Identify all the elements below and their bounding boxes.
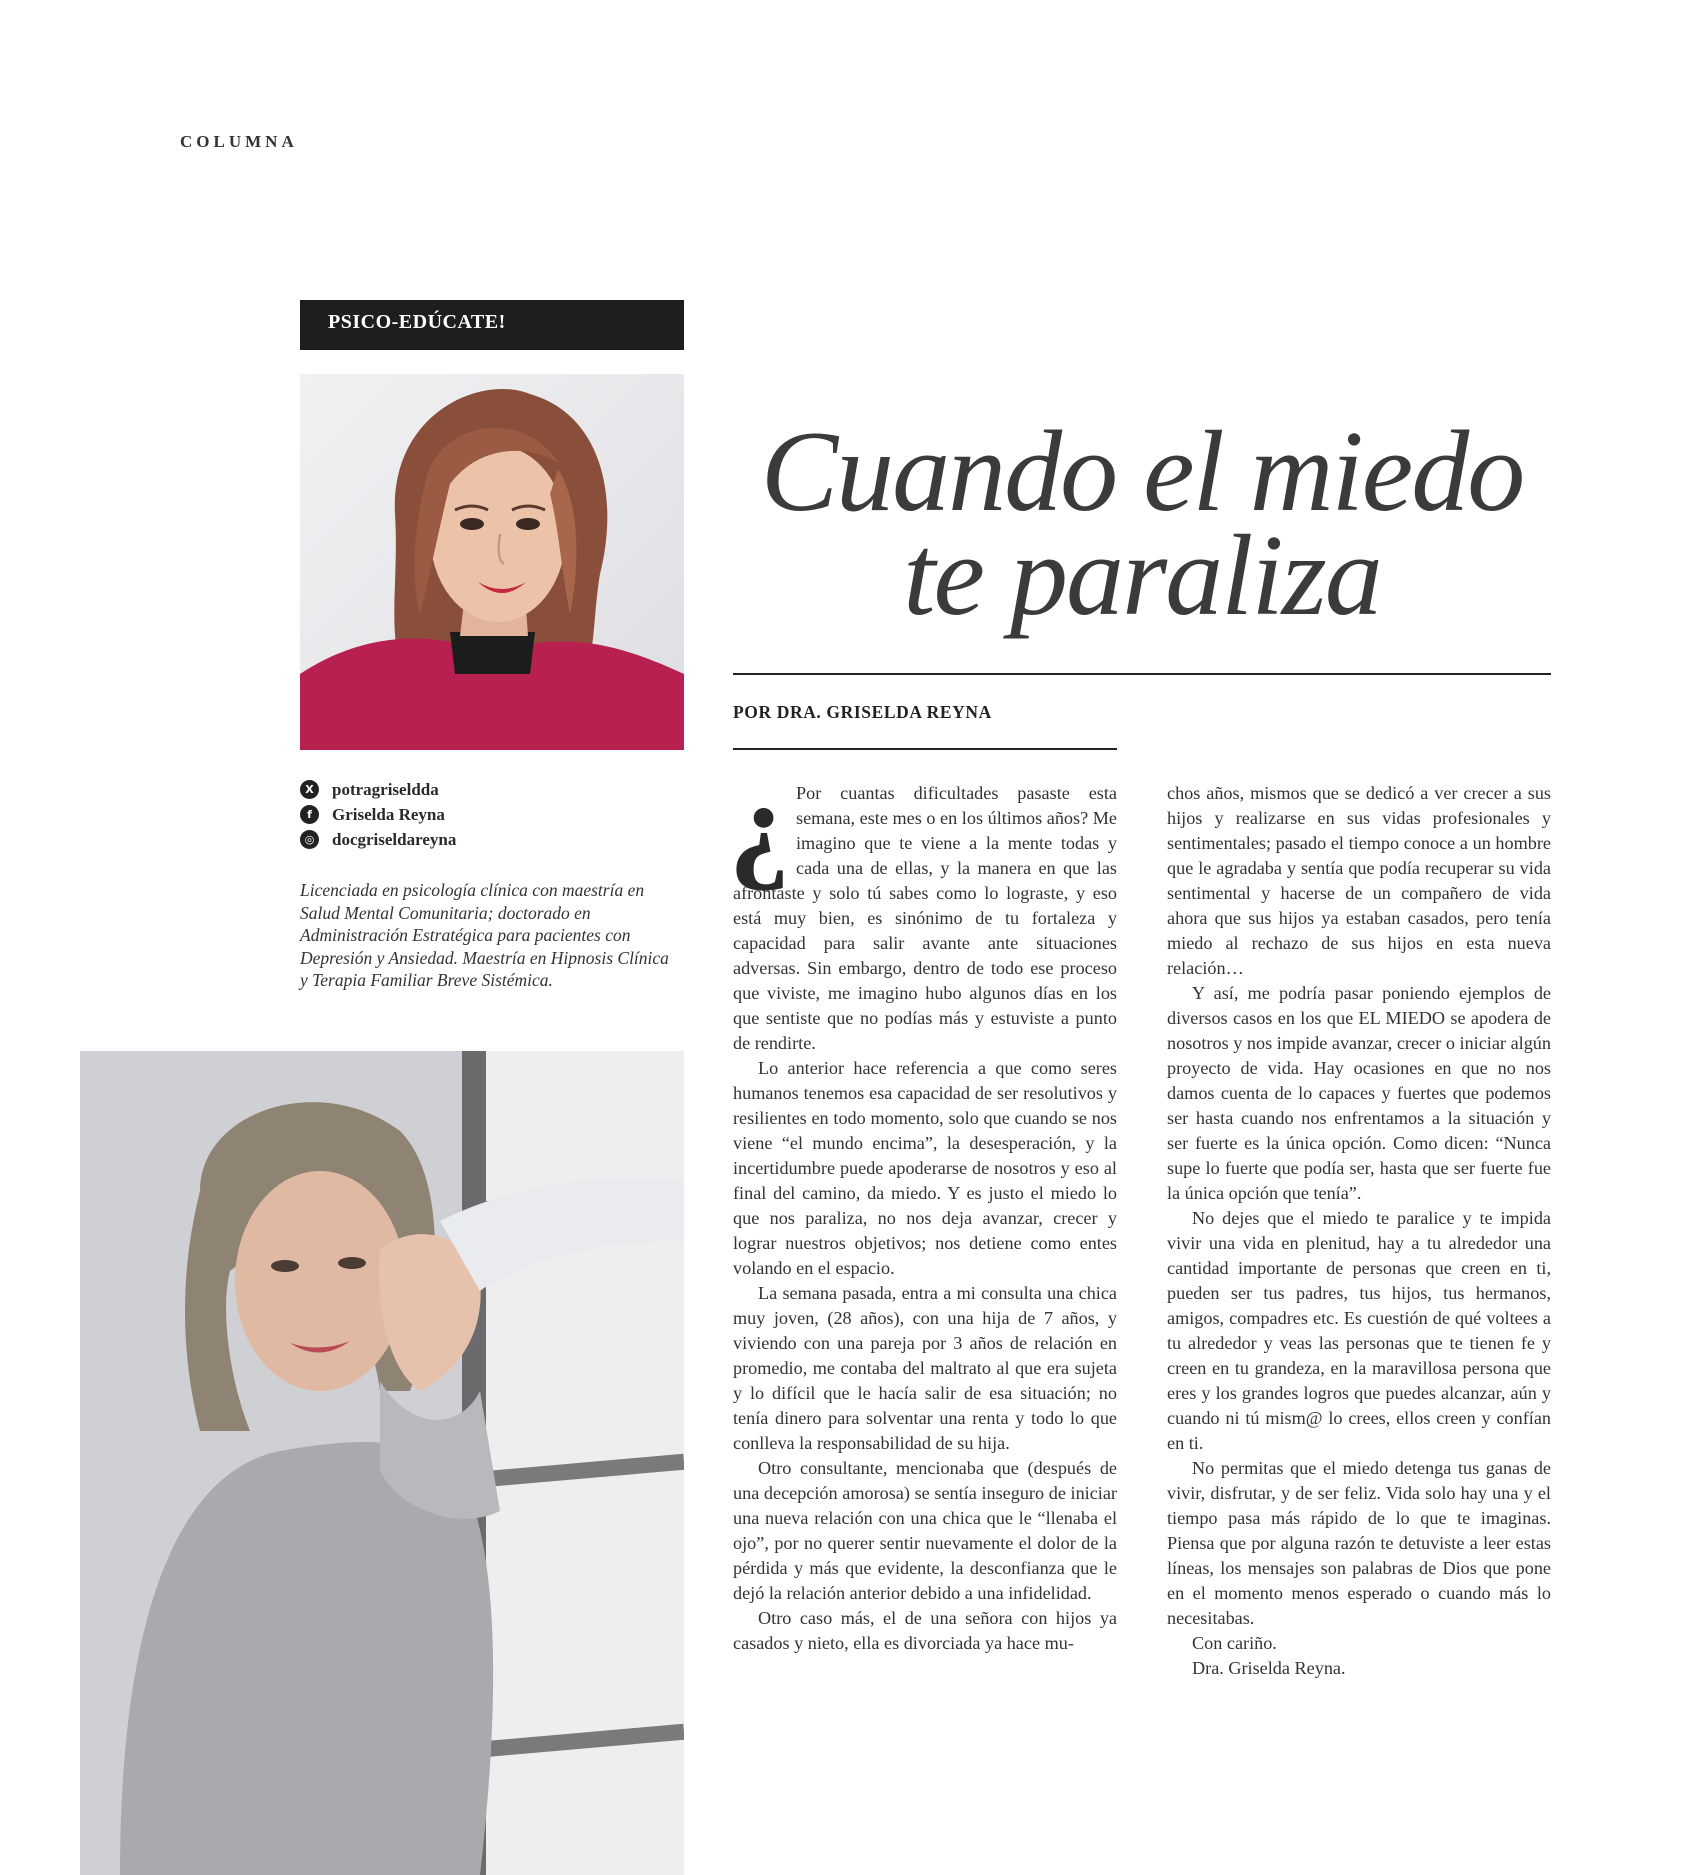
byline-rule: [733, 748, 1117, 750]
headline-rule: [733, 673, 1551, 675]
article-column-right: [1167, 781, 1551, 1681]
social-facebook[interactable]: [300, 802, 456, 827]
social-handle[interactable]: docgriseldareyna: [332, 829, 457, 849]
paragraph: Y así, me podría pasar poniendo ejemplos de diversos casos en los que EL MIEDO se apodera de nosotros y nos impide avanzar, crecer o iniciar algún proyecto de vida. Hay ocasiones en que no nos damos cuenta de lo capaces y fuertes que podemos ser hasta cuando nos enfrentamos a la situación y ser fuerte es la única opción. Como dicen: “Nunca supe lo fuerte que podía ser, hasta que ser fuerte fue la única opción que tenía”.: [1167, 983, 1551, 1203]
article-title-line2: te paraliza: [903, 512, 1381, 640]
closing-line: Con cariño.: [1192, 1633, 1277, 1653]
social-x[interactable]: [300, 777, 456, 802]
paragraph: Por cuantas dificultades pasaste esta semana, este mes o en los últimos años? Me imagino que te viene a la mente todas y cada una de ellas, y la manera en que las afrontaste y solo tú sabes como lo lograste, y eso está muy bien, es sinónimo de tu fortaleza y capacidad para salir avante ante situaciones adversas. Sin embargo, dentro de todo ese proceso que viviste, me imagino hubo algunos días en los que sentiste que no podías más y estuviste a punto de rendirte.: [733, 783, 1117, 1053]
article-title-line1: Cuando el miedo: [760, 408, 1524, 536]
author-bio: Licenciada en psicología clínica con maestría en Salud Mental Comunitaria; doctorado en Administración Estratégica para pacientes con Depresión y Ansiedad. Maestría en Hipnosis Clínica y Terapia Familiar Breve Sistémica.: [300, 880, 669, 990]
section-label: COLUMNA: [180, 132, 298, 151]
social-links: [300, 777, 456, 852]
paragraph: No permitas que el miedo detenga tus ganas de vivir, disfrutar, y de ser feliz. Vida solo hay una y el tiempo pasa más rápido de lo que te imaginas. Piensa que por alguna razón te detuviste a leer estas líneas, los mensajes son palabras de Dios que pone en el momento menos esperado o cuando más lo necesitabas.: [1167, 1458, 1551, 1628]
paragraph: Lo anterior hace referencia a que como seres humanos tenemos esa capacidad de ser resolutivos y resilientes en todo momento, solo que cuando se nos viene “el mundo encima”, la desesperación, y la incertidumbre puede apoderarse de nosotros y eso al final del camino, da miedo. Y es justo el miedo lo que nos paraliza, no nos deja avanzar, crecer y lograr nuestros objetivos; nos detiene como entes volando en el espacio.: [733, 1058, 1117, 1278]
social-handle[interactable]: Griselda Reyna: [332, 804, 445, 824]
column-name-banner: PSICO-EDÚCATE!: [300, 300, 684, 350]
social-instagram[interactable]: [300, 827, 456, 852]
x-icon: X: [300, 780, 319, 799]
paragraph: chos años, mismos que se dedicó a ver crecer a sus hijos y realizarse en sus vidas profesionales y sentimentales; pasado el tiempo conoce a un hombre que le agradaba y sentía que podía recuperar su vida sentimental y hacerse de un compañero de vida ahora que sus hijos ya estaban casados, pero tenía miedo al rechazo de sus hijos en esta nueva relación…: [1167, 783, 1551, 978]
paragraph: Otro consultante, mencionaba que (después de una decepción amorosa) se sentía inseguro de iniciar una nueva relación con una chica que le “llenaba el ojo”, por no querer sentir nuevamente el dolor de la pérdida y más que evidente, la desconfianza que le dejó la relación anterior debido a una infidelidad.: [733, 1458, 1117, 1603]
drop-cap: ¿: [729, 757, 790, 892]
author-portrait: [300, 374, 684, 750]
paragraph: Otro caso más, el de una señora con hijos ya casados y nieto, ella es divorciada ya hace mu-: [733, 1608, 1117, 1653]
paragraph: No dejes que el miedo te paralice y te impida vivir una vida en plenitud, hay a tu alrededor una cantidad importante de personas que creen en ti, pueden ser tus padres, tus hijos, tus hermanos, amigos, compadres etc. Es cuestión de qué voltees a tu alrededor y veas las personas que te tienen fe y creen en tu grandeza, en la maravillosa persona que eres y los grandes logros que puedes alcanzar, aún y cuando ni tú mism@ lo crees, ellos creen y confían en ti.: [1167, 1208, 1551, 1453]
instagram-icon: ◎: [300, 830, 319, 849]
article-title: [733, 408, 1551, 640]
facebook-icon: f: [300, 805, 319, 824]
signature: Dra. Griselda Reyna.: [1192, 1658, 1346, 1678]
article-photo: [80, 1051, 684, 1875]
paragraph: La semana pasada, entra a mi consulta una chica muy joven, (28 años), con una hija de 7 años, y viviendo con una pareja por 3 años de relación en promedio, me contaba del maltrato al que era sujeta y lo difícil que le hacía salir de esa situación; no tenía dinero para solventar una renta y todo lo que conlleva la responsabilidad de su hija.: [733, 1283, 1117, 1453]
article-byline: POR DRA. GRISELDA REYNA: [733, 702, 992, 722]
social-handle[interactable]: potragriseldda: [332, 779, 439, 799]
article-column-left: [729, 757, 1117, 1656]
